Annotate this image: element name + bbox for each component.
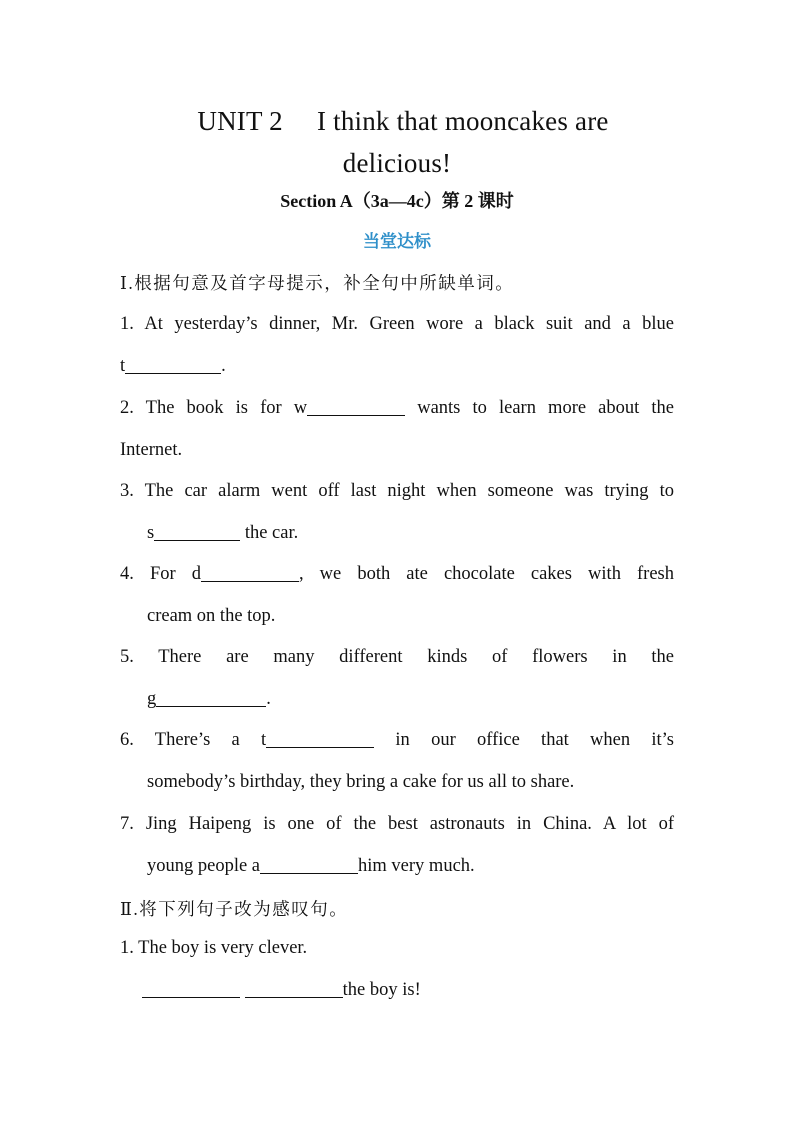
question-1-4 xyxy=(120,554,674,637)
q1-2-line-2: Internet. xyxy=(120,439,183,460)
answer-blank[interactable] xyxy=(307,397,405,417)
q1-3-line-2: s the car. xyxy=(147,522,299,543)
q1-6-line-1: 6. There’s a t in our office that when it’s xyxy=(120,730,675,750)
section-2-heading: Ⅱ.将下列句子改为感叹句。 xyxy=(120,899,349,919)
lesson-badge: 当堂达标 xyxy=(363,232,431,252)
q1-5-line-2: g . xyxy=(147,688,271,709)
question-1-7 xyxy=(120,804,674,887)
answer-blank[interactable] xyxy=(245,978,343,998)
q1-4-line-1: 4. For d , we both ate chocolate cakes with fresh xyxy=(120,564,674,584)
q1-3-line-1: 3. The car alarm went off last night when someone was trying to xyxy=(120,481,674,501)
section-subtitle: Section A（3a—4c）第 2 课时 xyxy=(280,191,514,211)
question-1-2 xyxy=(120,388,674,471)
answer-blank[interactable] xyxy=(201,563,299,583)
q2-1-line-1: 1. The boy is very clever. xyxy=(120,938,308,958)
question-1-5 xyxy=(120,637,674,720)
question-1-1 xyxy=(120,304,674,387)
answer-blank[interactable] xyxy=(156,687,266,707)
question-1-3 xyxy=(120,471,674,554)
q1-4-line-2: cream on the top. xyxy=(147,605,276,626)
answer-blank[interactable] xyxy=(154,521,240,541)
section-1-heading: Ⅰ.根据句意及首字母提示，补全句中所缺单词。 xyxy=(120,273,515,293)
q1-1-line-1: 1. At yesterday’s dinner, Mr. Green wore a black suit and a blue xyxy=(120,314,674,334)
q1-7-line-1: 7. Jing Haipeng is one of the best astronauts in China. A lot of xyxy=(120,814,674,834)
question-1-6 xyxy=(120,720,674,803)
q1-6-line-2: somebody’s birthday, they bring a cake for us all to share. xyxy=(147,771,575,792)
q1-1-line-2: t . xyxy=(120,355,226,376)
q1-2-line-1: 2. The book is for w wants to learn more about the xyxy=(120,398,674,418)
unit-title-line-2: delicious! xyxy=(342,148,452,178)
answer-blank[interactable] xyxy=(260,854,358,874)
unit-title-line-1: UNIT 2 I think that mooncakes are xyxy=(197,106,609,136)
q2-1-line-2: the boy is! xyxy=(120,970,674,1012)
question-2-1 xyxy=(120,928,674,1011)
q1-5-line-1: 5. There are many different kinds of flowers in the xyxy=(120,647,674,667)
q1-7-line-2: young people a him very much. xyxy=(147,855,475,876)
answer-blank[interactable] xyxy=(266,729,374,749)
unit-title xyxy=(120,100,674,184)
answer-blank[interactable] xyxy=(142,978,240,998)
answer-blank[interactable] xyxy=(125,354,221,374)
